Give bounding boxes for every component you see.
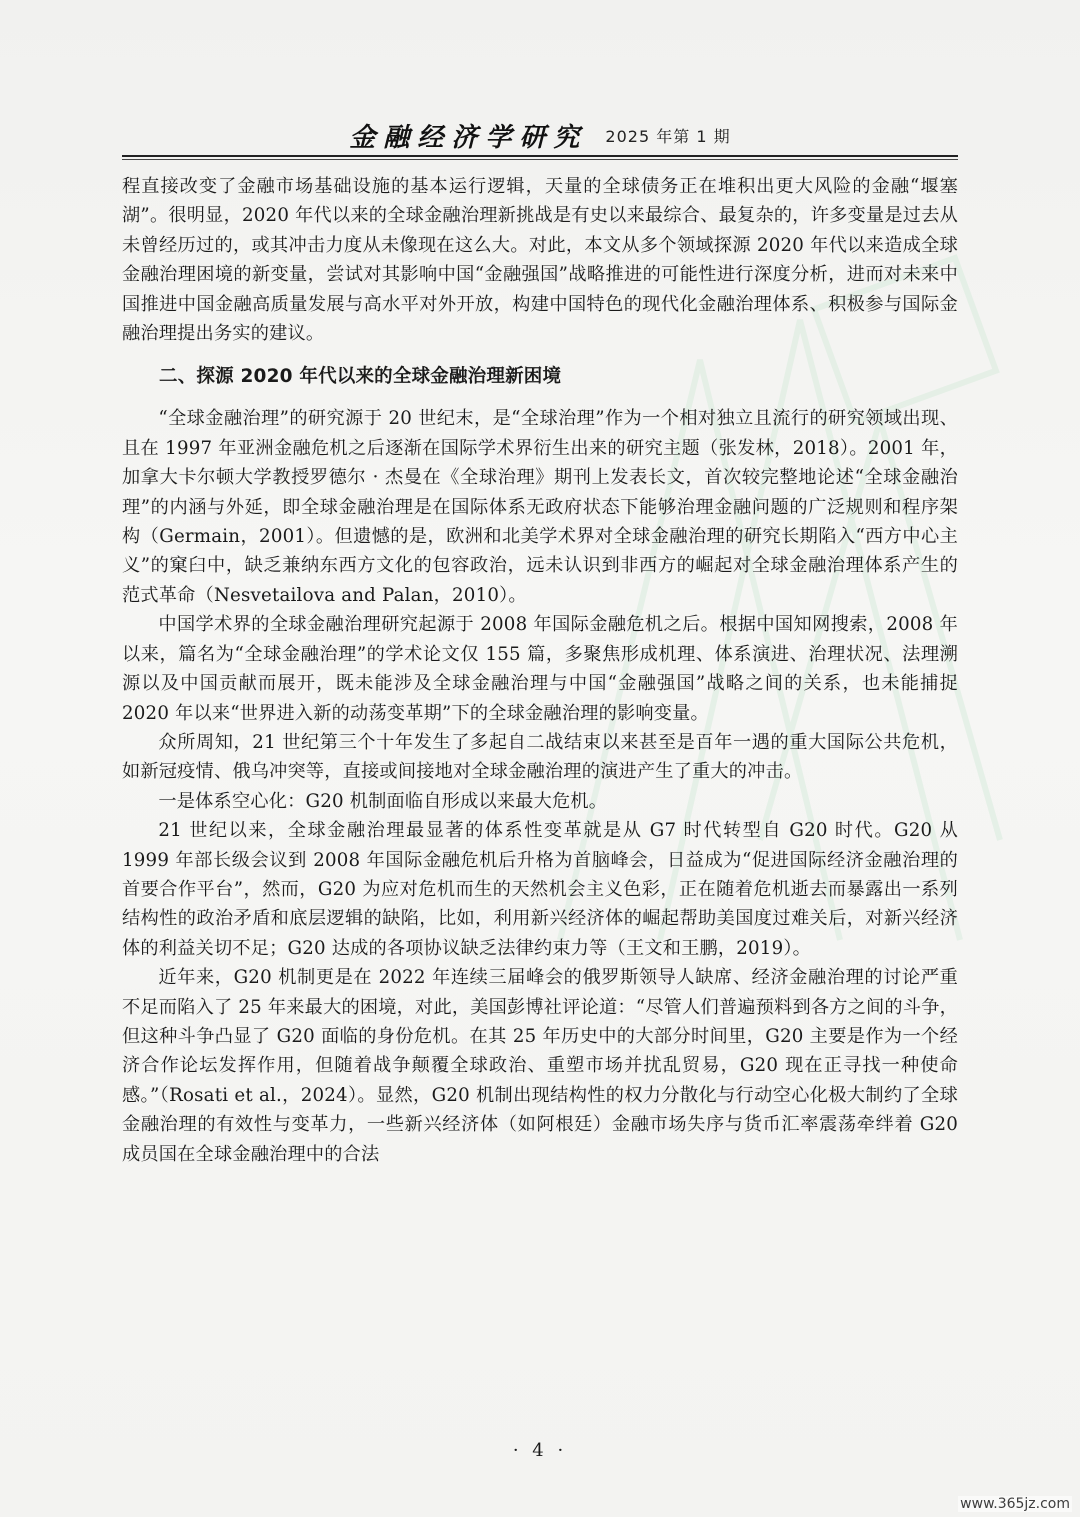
issue-label: 2025 年第 1 期 (605, 126, 731, 146)
page-number: · 4 · (512, 1440, 568, 1461)
article-body (122, 172, 958, 1169)
journal-title: 金融经济学研究 (349, 122, 588, 153)
section-heading: 二、探源 2020 年代以来的全球金融治理新困境 (159, 366, 562, 388)
paragraph: 中国学术界的全球金融治理研究起源于 2008 年国际金融危机之后。根据中国知网搜索，2008 年以来，篇名为“全球金融治理”的学术论文仅 155 篇，多聚焦形成机理、体系演进、治理状况、法理溯源以及中国贡献而展开，既未能涉及全球金融治理与中国“金融强国”战略之间的关系，也未能捕捉 2020 年以来“世界进入新的动荡变革期”下的全球金融治理的影响变量。 (122, 614, 958, 724)
paragraph: “全球金融治理”的研究源于 20 世纪末，是“全球治理”作为一个相对独立且流行的研究领域出现、且在 1997 年亚洲金融危机之后逐渐在国际学术界衍生出来的研究主题（张发林，2018）。2001 年，加拿大卡尔顿大学教授罗德尔 · 杰曼在《全球治理》期刊上发表长文，首次较完整地论述“全球金融治理”的内涵与外延，即全球金融治理是在国际体系无政府状态下能够治理金融问题的广泛规则和程序架构（Germain，2001）。但遗憾的是，欧洲和北美学术界对全球金融治理的研究长期陷入“西方中心主义”的窠臼中，缺乏兼纳东西方文化的包容政治，远未认识到非西方的崛起对全球金融治理体系产生的范式革命（Nesvetailova and Palan，2010）。 (122, 408, 958, 606)
paragraph: 众所周知，21 世纪第三个十年发生了多起自二战结束以来甚至是百年一遇的重大国际公共危机，如新冠疫情、俄乌冲突等，直接或间接地对全球金融治理的演进产生了重大的冲击。 (122, 731, 958, 783)
paragraph: 21 世纪以来，全球金融治理最显著的体系性变革就是从 G7 时代转型自 G20 时代。G20 从 1999 年部长级会议到 2008 年国际金融危机后升格为首脑峰会，日益成为“促进国际经济金融治理的首要合作平台”，然而，G20 为应对危机而生的天然机会主义色彩，正在随着危机逝去而暴露出一系列结构性的政治矛盾和底层逻辑的缺陷，比如，利用新兴经济体的崛起帮助美国度过难关后，对新兴经济体的利益关切不足；G20 达成的各项协议缺乏法律约束力等（王文和王鹏，2019）。 (122, 820, 958, 959)
header-rule (122, 155, 958, 157)
site-watermark-text: www.365jz.com (960, 1496, 1070, 1512)
paragraph: 近年来，G20 机制更是在 2022 年连续三届峰会的俄罗斯领导人缺席、经济金融治理的讨论严重不足而陷入了 25 年来最大的困境，对此，美国彭博社评论道：“尽管人们普遍预料到各方之间的斗争，但这种斗争凸显了 G20 面临的身份危机。在其 25 年历史中的大部分时间里，G20 主要是作为一个经济合作论坛发挥作用，但随着战争颠覆全球政治、重塑市场并扰乱贸易，G20 现在正寻找一种使命感。”（Rosati et al.，2024）。显然，G20 机制出现结构性的权力分散化与行动空心化极大制约了全球金融治理的有效性与变革力，一些新兴经济体（如阿根廷）金融市场失序与货币汇率震荡牵绊着 G20 成员国在全球金融治理中的合法 (122, 967, 958, 1165)
paragraph: 一是体系空心化：G20 机制面临自形成以来最大危机。 (158, 790, 608, 812)
running-header (122, 118, 958, 152)
header-rule-thin (122, 159, 958, 160)
paragraph: 程直接改变了金融市场基础设施的基本运行逻辑，天量的全球债务正在堆积出更大风险的金融“堰塞湖”。很明显，2020 年代以来的全球金融治理新挑战是有史以来最综合、最复杂的，许多变量是过去从未曾经历过的，或其冲击力度从未像现在这么大。对此，本文从多个领域探源 2020 年代以来造成全球金融治理困境的新变量，尝试对其影响中国“金融强国”战略推进的可能性进行深度分析，进而对未来中国推进中国金融高质量发展与高水平对外开放，构建中国特色的现代化金融治理体系、积极参与国际金融治理提出务实的建议。 (122, 176, 958, 345)
